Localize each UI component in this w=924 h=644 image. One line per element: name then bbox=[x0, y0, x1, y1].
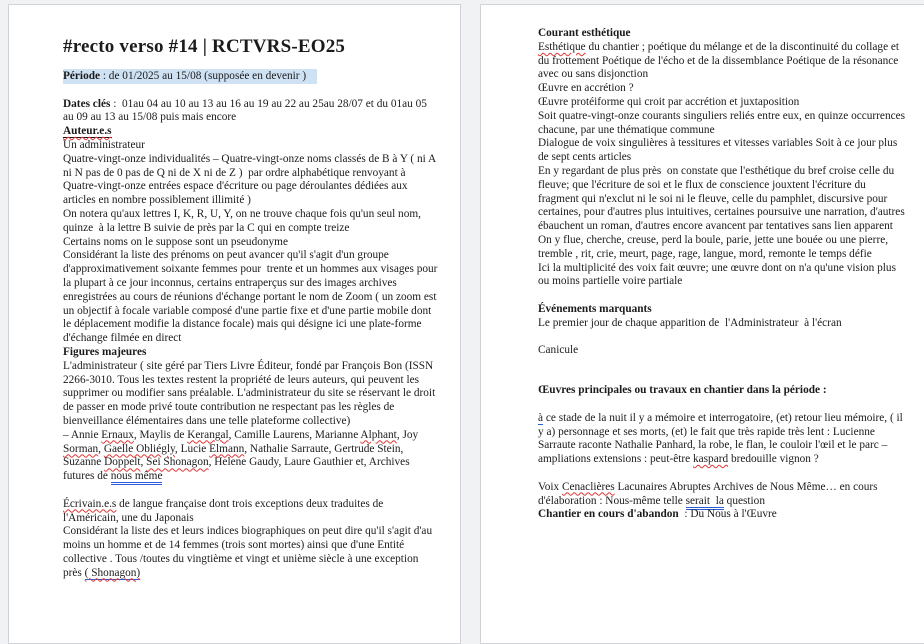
paragraph bbox=[538, 165, 907, 234]
paragraph bbox=[538, 96, 907, 110]
misspelled-text: Kerangal bbox=[187, 428, 229, 441]
text-run: bredouille vignon ? bbox=[728, 453, 819, 466]
paragraph bbox=[538, 412, 907, 467]
text-run: Œuvres principales ou travaux en chantier dans la période : bbox=[538, 384, 827, 397]
text-run: : de 01/2025 au 15/08 (supposée en devenir ) bbox=[100, 70, 309, 82]
text-run: ce stade de la nuit il y a mémoire et interrogatoire, (et) retour lieu mémoire, ( il y a) personnage et ses morts, (et) le fait que très rapide très lent : Lucienne Sarraute raconte Nathalie Panhard, la robe, le flan, le couloir l'œil et le parc – ampliations extensions : peut-être bbox=[538, 411, 906, 466]
document-page-right[interactable] bbox=[480, 4, 924, 644]
document-title bbox=[63, 35, 440, 59]
hyperlink[interactable]: à bbox=[538, 411, 544, 424]
paragraph bbox=[538, 384, 907, 398]
text-run: Canicule bbox=[538, 344, 579, 357]
misspelled-text: Sei Shonagon bbox=[146, 456, 209, 469]
paragraph bbox=[63, 498, 440, 526]
text-run: , bbox=[140, 456, 147, 469]
hyperlink[interactable]: ( Shonagon) bbox=[84, 566, 141, 579]
paragraph bbox=[63, 98, 440, 126]
misspelled-text: Alphant bbox=[360, 428, 397, 441]
paragraph bbox=[538, 317, 907, 331]
text-run: , bbox=[98, 442, 104, 455]
misspelled-text: kaspard bbox=[692, 453, 729, 466]
spacer bbox=[538, 358, 907, 384]
text-run: , Joy bbox=[396, 428, 421, 441]
misspelled-text: Ernaux bbox=[101, 428, 134, 441]
document-page-left[interactable] bbox=[8, 4, 461, 644]
misspelled-text: Doppelt bbox=[104, 456, 141, 469]
misspelled-text: Sorman bbox=[63, 442, 99, 455]
spacer bbox=[63, 84, 440, 98]
hyperlink[interactable]: serait la bbox=[686, 495, 724, 510]
spacer bbox=[538, 398, 907, 412]
text-run: Dialogue de voix singulières à tessitures et vitesses variables Soit à ce jour plus de sept cents articles bbox=[538, 137, 901, 164]
text-run: Période bbox=[63, 70, 101, 82]
misspelled-text: Écrivain.e.s bbox=[63, 497, 117, 510]
text-run: L'administrateur ( site géré par Tiers Livre Éditeur, fondé par François Bon (ISSN 2266-3010. Tous les textes restent la propriété de leurs auteurs, qui peuvent les supprimer ou modifier sans préalable. L'administrateur du site se réservant le droit de passer en mode privé toute contribution ne respectant pas les règles de bienveillance élémentaires dans une telle plateforme collective) bbox=[63, 359, 439, 427]
text-run: Le premier jour de chaque apparition de l'Administrateur à l'écran bbox=[538, 316, 842, 329]
text-run: Quatre-vingt-onze individualités – Quatre-vingt-onze noms classés de B à Y ( ni A ni N pas de 0 pas de Q ni de X ni de Z ) par ordre alphabétique renvoyant à Quatre-vingt-onze entrées espace d'écriture ou page déroulantes dédiées aux articles en nombre possiblement illimité ) bbox=[63, 152, 439, 207]
text-run: Chantier en cours d'abandon bbox=[538, 508, 679, 521]
misspelled-text: Esthétique bbox=[538, 40, 586, 53]
paragraph bbox=[63, 346, 440, 360]
paragraph bbox=[538, 234, 907, 262]
text-run: Courant esthétique bbox=[538, 27, 631, 39]
text-run: Certains noms on le suppose sont un pseudonyme bbox=[63, 235, 288, 248]
paragraph bbox=[63, 153, 440, 208]
spacer bbox=[63, 484, 440, 498]
text-run: , Lucie bbox=[174, 442, 210, 455]
paragraph bbox=[538, 262, 907, 290]
paragraph bbox=[538, 344, 907, 358]
misspelled-text: Elmann bbox=[209, 442, 245, 455]
text-run: Figures majeures bbox=[63, 345, 147, 358]
paragraph bbox=[63, 208, 440, 236]
paragraph bbox=[63, 70, 440, 84]
text-run: Événements marquants bbox=[538, 302, 652, 315]
paragraph bbox=[538, 110, 907, 138]
text-run: On notera qu'aux lettres I, K, R, U, Y, on ne trouve chaque fois qu'un seul nom, quinze à la lettre B suivie de près par la C qui en compte treize bbox=[63, 207, 424, 234]
text-run: , Helene Gaudy, Laure Gauthier et, Archives futures de bbox=[63, 456, 413, 483]
text-run: , Maylis de bbox=[133, 428, 188, 441]
paragraph bbox=[63, 236, 440, 250]
paragraph bbox=[538, 137, 907, 165]
paragraph bbox=[538, 41, 907, 82]
text-run: Ici la multiplicité des voix fait œuvre; une œuvre dont on n'a qu'une vision plus ou moins partielle voire partiale bbox=[538, 261, 899, 288]
text-run: Un administrateur bbox=[63, 138, 145, 151]
text-run: Soit quatre-vingt-onze courants singuliers reliés entre eux, en quinze occurrences chacune, par une thématique commune bbox=[538, 109, 908, 136]
text-run: question bbox=[723, 494, 765, 507]
text-run: Dates clés bbox=[63, 97, 111, 110]
text-run: Œuvre en accrétion ? bbox=[538, 82, 634, 95]
text-run: Considérant la liste des et leurs indices biographiques on peut dire qu'il s'agit d'au moins un homme et de 14 femmes (trois sont mortes) ainsi que d'une Entité collective . Tous /toutes du vingtième et vingt et unième siècle à une exception près bbox=[63, 525, 435, 579]
text-run: #recto verso #14 | RCTVRS-EO25 bbox=[63, 36, 346, 57]
spacer bbox=[538, 289, 907, 303]
misspelled-text: Gaelle Obliégly bbox=[103, 442, 175, 455]
paragraph bbox=[538, 82, 907, 96]
paragraph bbox=[63, 360, 440, 429]
paragraph bbox=[538, 481, 907, 509]
paragraph bbox=[63, 525, 440, 580]
paragraph bbox=[63, 429, 440, 484]
text-run: On y flue, cherche, creuse, perd la boule, parie, jette une bouée ou une pierre, tremble , rit, crie, meurt, page, rage, langue, mord, remonte le temps défie bbox=[538, 233, 891, 260]
spacer bbox=[538, 467, 907, 481]
text-run: Considérant la liste des prénoms on peut avancer qu'il s'agit d'un groupe d'approximativement soixante femmes pour trente et un hommes aux visages pour la plupart à ce jour inconnus, certains entraperçus sur des images archives enregistrées au cours de réunions d'échange portant le nom de Zoom ( un zoom est un objectif à focale variable composé d'une partie fixe et d'une partie mobile dont le déplacement modifie la distance focale) mais qui désigne ici une plate-forme d'échange filmée en direct bbox=[63, 249, 441, 345]
paragraph bbox=[63, 125, 440, 139]
paragraph bbox=[538, 303, 907, 317]
text-run: : Du Nous à l'Œuvre bbox=[678, 508, 777, 521]
text-run: En y regardant de plus près on constate que l'esthétique du bref croise celle du fleuve; que l'écriture de soi et le flux de conscience jouxtent l'écriture du fragment qui n'exclut ni le soi ni le fleuve, celle du pamphlet, discursive pour certaines, pour d'autres plus intuitives, certaines poursuive une narration, d'autres ébauchent un roman, d'autres encore avancent par tentatives sans lien apparent bbox=[538, 164, 908, 233]
spacer bbox=[538, 331, 907, 345]
text-run: de langue française dont trois exceptions deux traduites de l'Américain, une du Japonais bbox=[63, 497, 387, 524]
highlighted-text bbox=[63, 69, 317, 84]
text-run: , Camille Laurens, Marianne bbox=[228, 428, 361, 441]
paragraph bbox=[63, 139, 440, 153]
text-run: : 01au 04 au 10 au 13 au 16 au 19 au 22 au 25au 28/07 et du 01au 05 au 09 au 13 au 15/08 puis mais encore bbox=[63, 97, 430, 124]
misspelled-text: Auteur.e.s bbox=[63, 125, 112, 138]
hyperlink[interactable]: nous même bbox=[111, 470, 163, 485]
text-run: – Annie bbox=[63, 428, 102, 441]
paragraph bbox=[538, 508, 907, 522]
misspelled-text: Cenaclières bbox=[561, 480, 615, 493]
paragraph bbox=[538, 27, 907, 41]
text-run: , Nathalie Sarraute, Gertrude Stein, Suzanne bbox=[63, 442, 407, 469]
text-run: Voix bbox=[538, 480, 562, 493]
text-run: Œuvre protéiforme qui croit par accrétion et juxtaposition bbox=[538, 95, 800, 108]
text-run: du chantier ; poétique du mélange et de la discontinuité du collage et du frottement Poétique de l'écho et de la dissemblance Poétique de la résonance avec ou sans disjonction bbox=[538, 40, 902, 81]
text-run: Lacunaires Abruptes Archives de Nous Même… en cours d'élaboration : Nous-même telle bbox=[538, 480, 881, 507]
paragraph bbox=[63, 249, 440, 346]
